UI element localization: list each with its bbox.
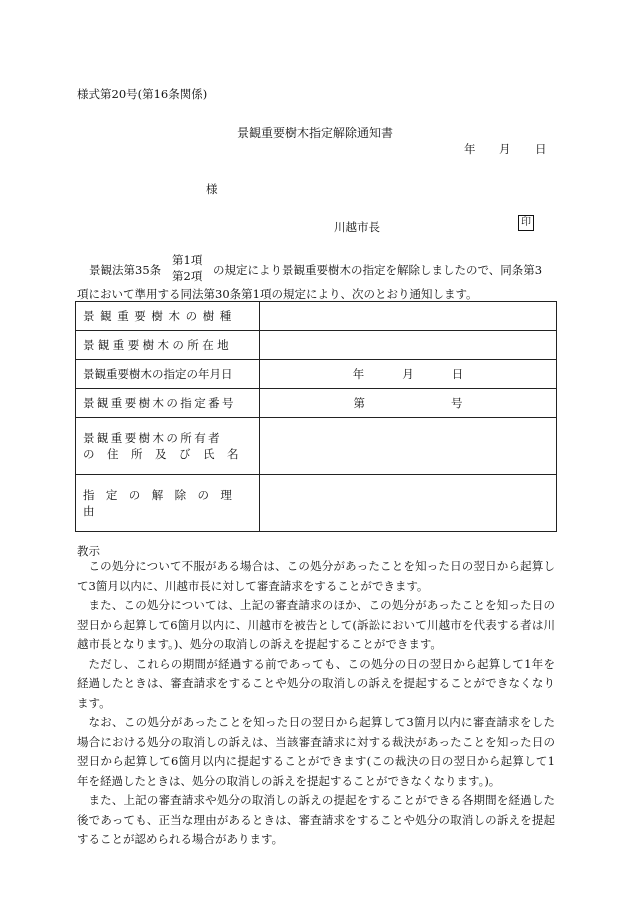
designation-date-field[interactable] bbox=[260, 360, 557, 389]
table-row bbox=[76, 389, 557, 418]
removal-reason-field[interactable] bbox=[260, 475, 557, 532]
notice-paragraph: この処分について不服がある場合は、この処分があったことを知った日の翌日から起算して3箇月以内に、川越市長に対して審査請求をすることができます。 bbox=[77, 559, 555, 593]
table-row bbox=[76, 331, 557, 360]
issuer-name: 川越市長 bbox=[334, 220, 380, 234]
owner-field[interactable] bbox=[260, 418, 557, 475]
tree-location-label: 景観重要樹木の所在地 bbox=[76, 331, 260, 360]
notice-paragraph: また、上記の審査請求や処分の取消しの訴えの提起をすることができる各期間を経過した後であっても、正当な理由があるときは、審査請求をすることや処分の取消しの訴えを提起することが認められる場合があります。 bbox=[77, 793, 555, 846]
designation-month-label: 月 bbox=[402, 367, 414, 381]
number-prefix: 第 bbox=[353, 396, 365, 410]
designation-year-label: 年 bbox=[352, 367, 365, 381]
removal-reason-label: 指定の解除の理由 bbox=[76, 475, 260, 532]
designation-number-label: 景観重要樹木の指定番号 bbox=[76, 389, 260, 418]
notice-heading: 教示 bbox=[77, 544, 100, 558]
date-day-label: 日 bbox=[535, 142, 547, 156]
notice-paragraph: なお、この処分があったことを知った日の翌日から起算して3箇月以内に審査請求をした場合における処分の取消しの訴えは、当該審査請求に対する裁決があったことを知った日の翌日から起算して6箇月以内に提起することができます(この裁決の日の翌日から起算して1年を経過したときは、処分の取消しの訴えを提起することができなくなります。)。 bbox=[77, 715, 555, 788]
date-month-label: 月 bbox=[499, 142, 511, 156]
owner-label: 景観重要樹木の所有者 の住所及び氏名 bbox=[76, 418, 260, 475]
law-line-2: 項において準用する同法第30条第1項の規定により、次のとおり通知します。 bbox=[77, 287, 478, 301]
seal-mark: 印 bbox=[518, 215, 534, 231]
number-suffix: 号 bbox=[451, 396, 463, 410]
tree-species-field[interactable] bbox=[260, 302, 557, 331]
addressee-suffix: 様 bbox=[206, 182, 218, 196]
designation-number-field[interactable] bbox=[260, 389, 557, 418]
form-number: 様式第20号(第16条関係) bbox=[77, 87, 208, 101]
law-item-2: 第2項 bbox=[172, 269, 203, 283]
table-row bbox=[76, 302, 557, 331]
law-item-1: 第1項 bbox=[172, 253, 203, 267]
table-row bbox=[76, 418, 557, 475]
law-line-1: の規定により景観重要樹木の指定を解除しましたので、同条第3 bbox=[213, 263, 543, 277]
tree-location-field[interactable] bbox=[260, 331, 557, 360]
table-row bbox=[76, 360, 557, 389]
document-title: 景観重要樹木指定解除通知書 bbox=[236, 126, 393, 140]
table-row bbox=[76, 475, 557, 532]
notice-paragraph: ただし、これらの期間が経過する前であっても、この処分の日の翌日から起算して1年を経過したときは、審査請求をすることや処分の取消しの訴えを提起することができなくなります。 bbox=[77, 656, 555, 710]
notice-body bbox=[77, 557, 555, 850]
law-prefix: 景観法第35条 bbox=[89, 263, 162, 277]
designation-table bbox=[75, 301, 557, 532]
designation-date-label: 景観重要樹木の指定の年月日 bbox=[76, 360, 260, 389]
designation-day-label: 日 bbox=[451, 367, 464, 381]
notice-paragraph: また、この処分については、上記の審査請求のほか、この処分があったことを知った日の翌日から起算して6箇月以内に、川越市を被告として(訴訟において川越市を代表する者は川越市長となります。)、処分の取消しの訴えを提起することができます。 bbox=[77, 598, 555, 651]
date-year-label: 年 bbox=[464, 142, 476, 156]
tree-species-label: 景観重要樹木の樹種 bbox=[76, 302, 260, 331]
